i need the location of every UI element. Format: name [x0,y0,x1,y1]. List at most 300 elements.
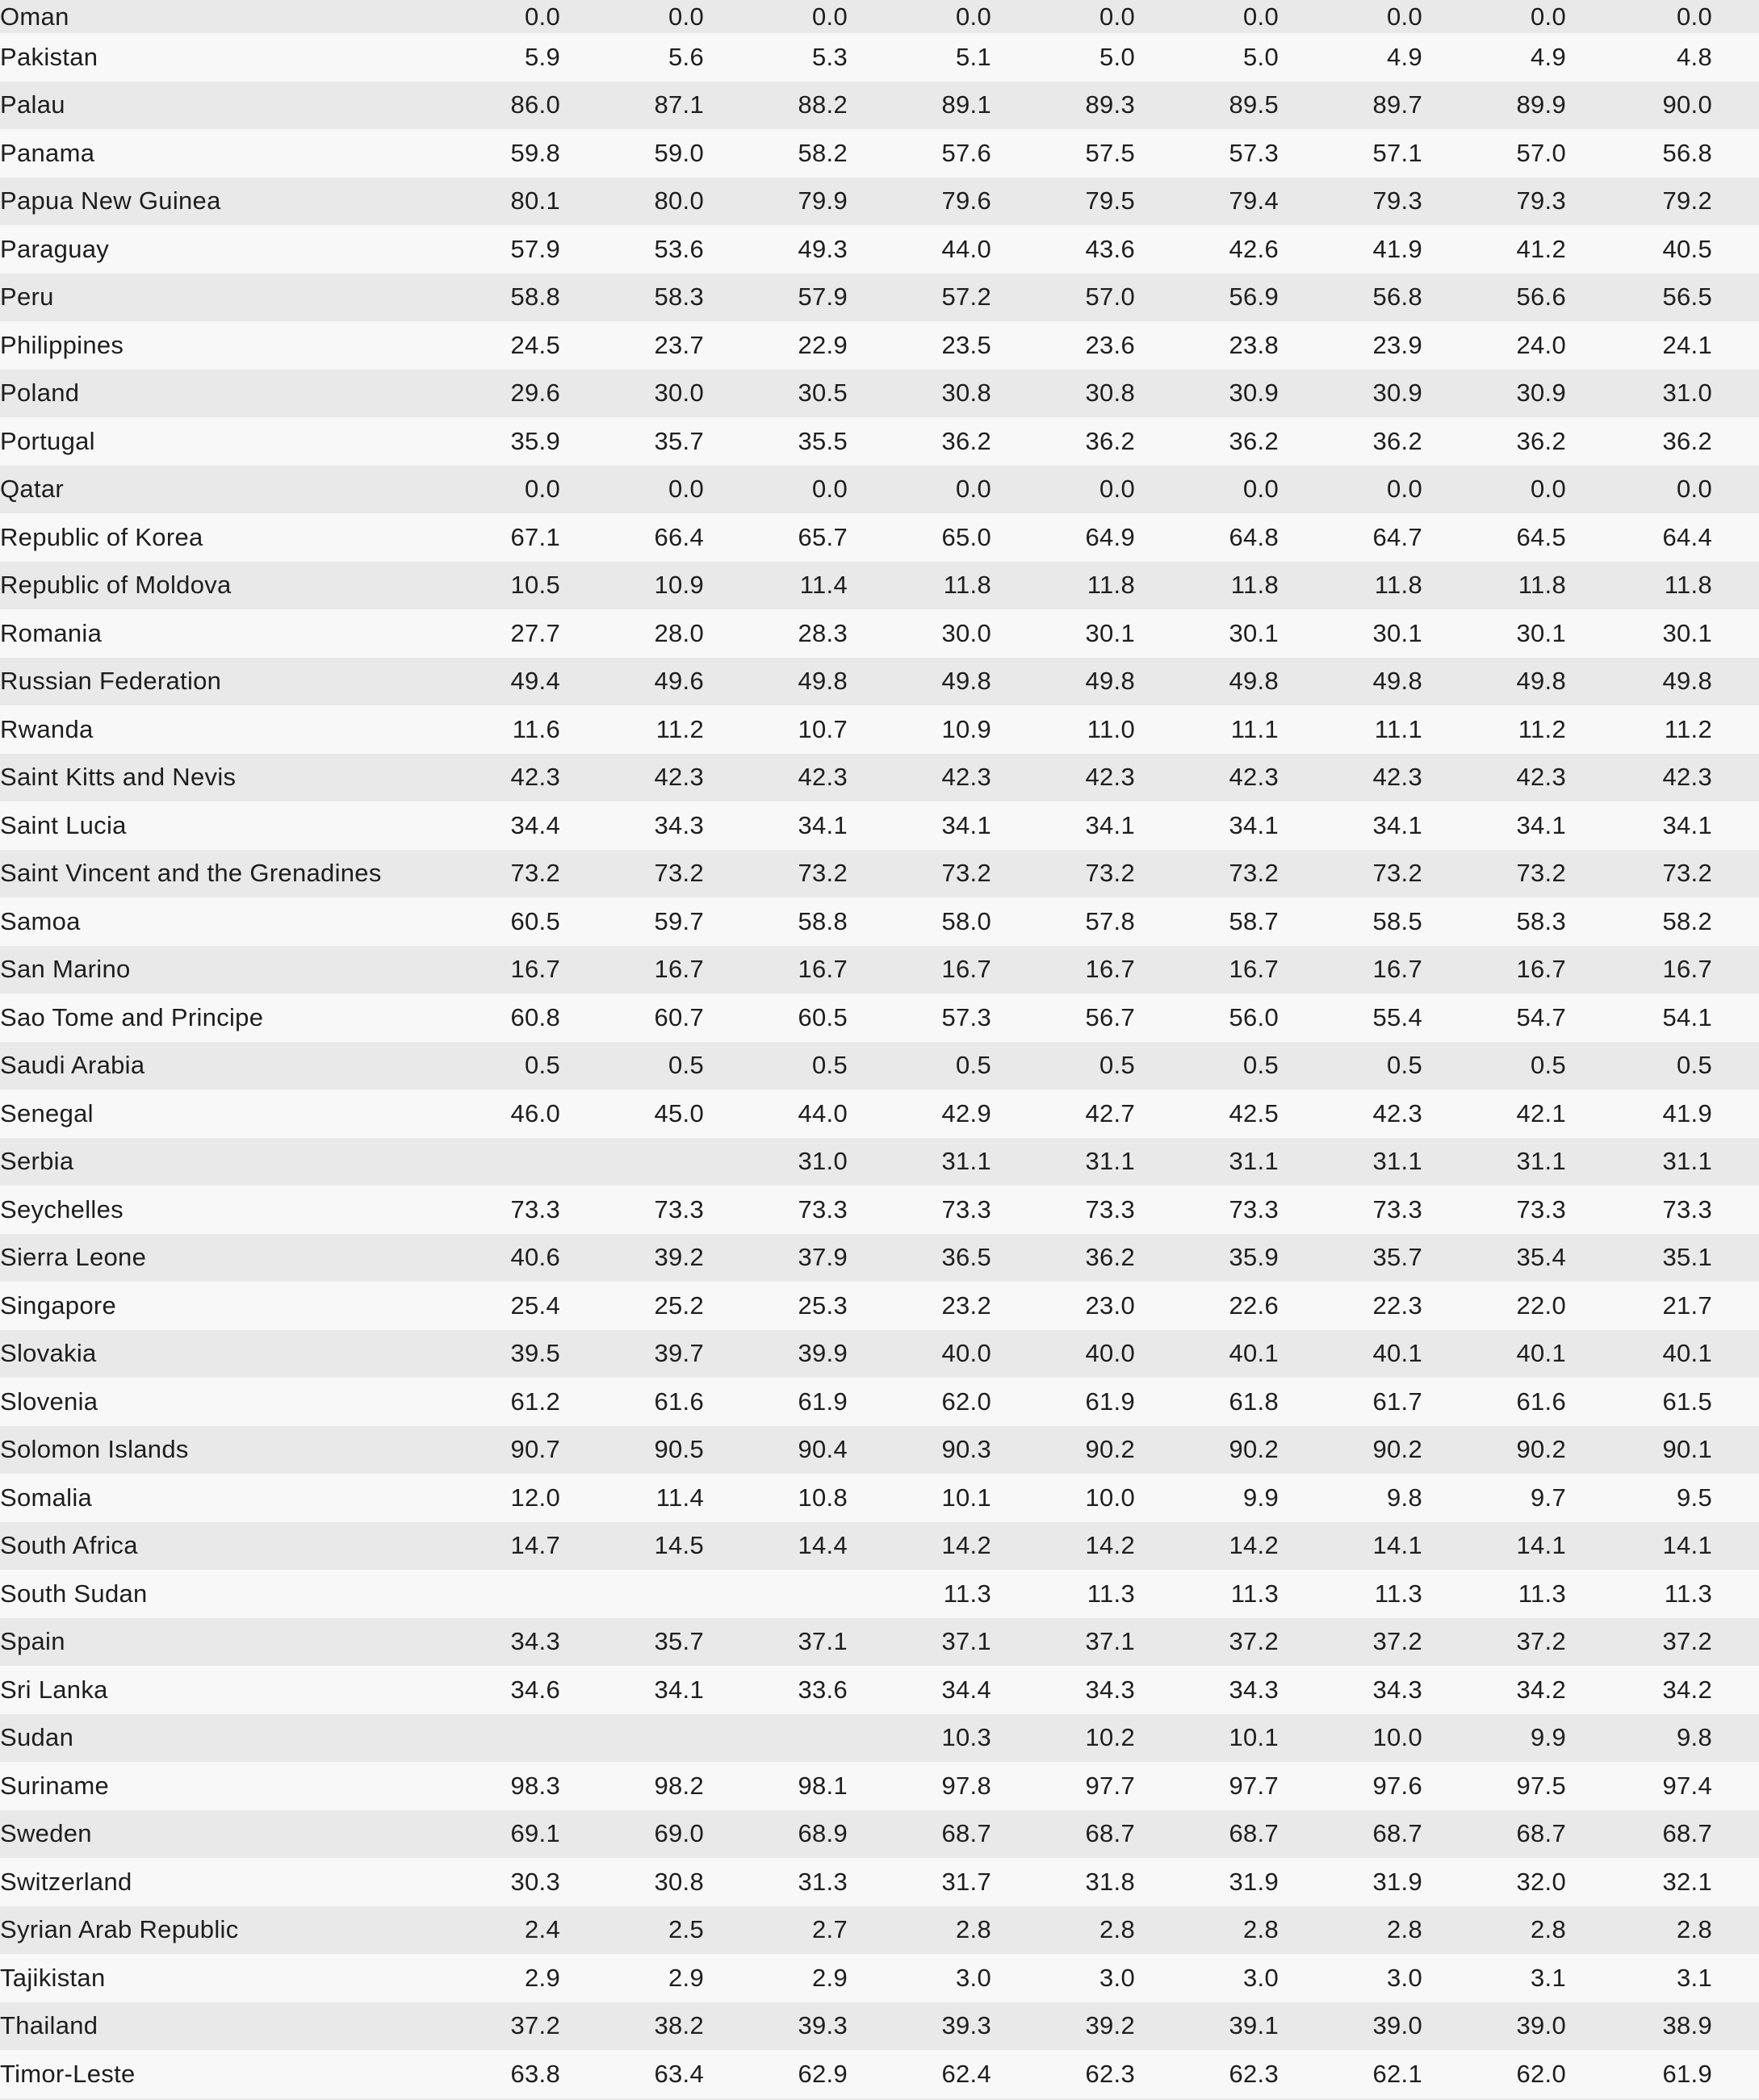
value-cell: 62.0 [941,1387,991,1416]
value-cell: 73.3 [941,1194,991,1224]
value-cell: 0.0 [1099,475,1135,504]
table-row [0,609,1759,658]
value-cell: 56.6 [1516,282,1566,312]
value-cell: 67.1 [510,522,560,551]
value-cell: 11.6 [512,714,560,743]
value-cell: 31.0 [798,1147,848,1176]
value-cell: 39.2 [1085,2011,1135,2040]
country-cell: Portugal [0,426,95,455]
value-cell: 97.7 [1085,1771,1135,1800]
value-cell: 73.2 [1372,859,1422,888]
value-cell: 58.8 [798,906,848,935]
country-cell: Tajikistan [0,1963,106,1992]
value-cell: 49.8 [1085,667,1135,696]
value-cell: 0.5 [525,1051,560,1080]
value-cell: 0.0 [812,475,848,504]
value-cell: 57.0 [1516,138,1566,167]
country-cell: Saint Kitts and Nevis [0,763,237,792]
value-cell: 14.5 [654,1531,704,1560]
value-cell: 25.2 [654,1291,704,1320]
value-cell: 30.1 [1516,618,1566,647]
value-cell: 90.5 [654,1435,704,1464]
value-cell: 34.3 [1085,1675,1135,1704]
value-cell: 59.8 [510,138,560,167]
value-cell: 41.2 [1516,234,1566,263]
value-cell: 16.7 [1229,955,1279,984]
value-cell: 49.8 [941,667,991,696]
value-cell: 23.6 [1085,330,1135,359]
value-cell: 89.7 [1372,90,1422,119]
value-cell [417,1714,560,1763]
value-cell: 36.2 [1085,1243,1135,1272]
value-cell: 36.2 [1229,426,1279,455]
value-cell: 64.8 [1229,522,1279,551]
value-cell: 2.9 [525,1963,560,1992]
value-cell: 49.4 [510,667,560,696]
value-cell: 49.3 [798,234,848,263]
value-cell: 61.6 [1516,1387,1566,1416]
value-cell: 31.3 [798,1867,848,1896]
table-row [0,801,1759,850]
country-cell: Somalia [0,1483,93,1512]
value-cell: 40.1 [1516,1339,1566,1368]
country-cell: Seychelles [0,1194,124,1224]
value-cell: 60.5 [510,906,560,935]
value-cell: 90.2 [1516,1435,1566,1464]
table-row [0,466,1759,514]
value-cell: 42.3 [1229,763,1279,792]
value-cell: 14.4 [798,1531,848,1560]
value-cell: 98.3 [510,1771,560,1800]
value-cell: 37.1 [798,1627,848,1656]
value-cell: 2.8 [1387,1915,1422,1944]
value-cell [704,1570,848,1618]
value-cell: 64.5 [1516,522,1566,551]
table-row [0,1234,1759,1282]
value-cell: 31.9 [1229,1867,1279,1896]
value-cell: 24.5 [510,330,560,359]
value-cell: 44.0 [798,1098,848,1127]
value-cell: 30.8 [654,1867,704,1896]
value-cell: 10.0 [1085,1483,1135,1512]
value-cell: 9.9 [1531,1723,1566,1752]
value-cell: 5.0 [1243,42,1279,71]
value-cell: 2.8 [1243,1915,1279,1944]
country-cell: Rwanda [0,714,94,743]
value-cell: 34.6 [510,1675,560,1704]
value-cell: 5.0 [1099,42,1135,71]
value-cell: 5.3 [812,42,848,71]
value-cell: 0.0 [1677,2,1712,31]
table-row [0,658,1759,706]
value-cell: 68.9 [798,1819,848,1848]
value-cell: 79.2 [1662,186,1712,215]
value-cell: 22.6 [1229,1291,1279,1320]
value-cell: 34.1 [654,1675,704,1704]
value-cell: 56.7 [1085,1002,1135,1031]
value-cell: 22.0 [1516,1291,1566,1320]
value-cell: 61.9 [798,1387,848,1416]
value-cell: 11.8 [1518,571,1566,600]
value-cell: 30.5 [798,379,848,408]
value-cell: 2.8 [1099,1915,1135,1944]
value-cell: 37.2 [1229,1627,1279,1656]
table-row [0,33,1759,82]
value-cell: 58.5 [1372,906,1422,935]
table-row [0,1426,1759,1475]
value-cell: 61.7 [1372,1387,1422,1416]
value-cell: 11.3 [1518,1579,1566,1608]
value-cell: 58.8 [510,282,560,312]
value-cell: 14.1 [1662,1531,1712,1560]
value-cell: 37.2 [1516,1627,1566,1656]
value-cell: 34.2 [1662,1675,1712,1704]
value-cell: 56.8 [1662,138,1712,167]
value-cell: 36.2 [1085,426,1135,455]
value-cell: 56.0 [1229,1002,1279,1031]
value-cell: 3.0 [1099,1963,1135,1992]
value-cell: 98.1 [798,1771,848,1800]
country-cell: Solomon Islands [0,1435,189,1464]
value-cell: 30.1 [1085,618,1135,647]
value-cell: 56.9 [1229,282,1279,312]
value-cell: 0.5 [668,1051,704,1080]
value-cell: 39.5 [510,1339,560,1368]
value-cell: 97.8 [941,1771,991,1800]
value-cell [417,1570,560,1618]
table-row [0,2002,1759,2051]
value-cell: 16.7 [654,955,704,984]
value-cell [560,1714,704,1763]
value-cell: 40.5 [1662,234,1712,263]
table-row [0,1474,1759,1522]
value-cell: 11.8 [1087,571,1135,600]
value-cell: 10.1 [941,1483,991,1512]
table-row [0,1282,1759,1330]
value-cell: 57.1 [1372,138,1422,167]
value-cell: 11.4 [799,571,848,600]
value-cell: 57.9 [510,234,560,263]
value-cell: 36.2 [1372,426,1422,455]
value-cell: 16.7 [1662,955,1712,984]
value-cell: 98.2 [654,1771,704,1800]
country-cell: South Africa [0,1531,138,1560]
value-cell: 56.8 [1372,282,1422,312]
country-cell: Russian Federation [0,667,222,696]
value-cell: 16.7 [1372,955,1422,984]
value-cell: 42.3 [1085,763,1135,792]
value-cell: 68.7 [1085,1819,1135,1848]
value-cell: 49.8 [1372,667,1422,696]
value-cell: 24.0 [1516,330,1566,359]
country-cell: Republic of Korea [0,522,203,551]
value-cell: 57.5 [1085,138,1135,167]
value-cell: 35.5 [798,426,848,455]
value-cell: 0.0 [525,475,560,504]
value-cell: 66.4 [654,522,704,551]
value-cell: 21.7 [1662,1291,1712,1320]
value-cell: 34.1 [1085,810,1135,839]
country-cell: Palau [0,90,65,119]
value-cell: 79.5 [1085,186,1135,215]
value-cell: 0.0 [668,475,704,504]
value-cell: 39.0 [1516,2011,1566,2040]
value-cell: 44.0 [941,234,991,263]
value-cell: 39.0 [1372,2011,1422,2040]
value-cell: 3.1 [1531,1963,1566,1992]
table-row [0,1042,1759,1090]
value-cell: 14.2 [1229,1531,1279,1560]
value-cell: 0.5 [1387,1051,1422,1080]
value-cell: 34.4 [941,1675,991,1704]
country-cell: Panama [0,138,95,167]
table-row [0,0,1759,33]
value-cell: 97.4 [1662,1771,1712,1800]
table-row [0,1714,1759,1763]
value-cell: 56.5 [1662,282,1712,312]
value-cell: 27.7 [510,618,560,647]
country-cell: Syrian Arab Republic [0,1915,239,1944]
value-cell: 5.6 [668,42,704,71]
country-cell: Sao Tome and Principe [0,1002,264,1031]
value-cell: 11.3 [1087,1579,1135,1608]
value-cell: 63.8 [510,2059,560,2088]
table-row [0,850,1759,898]
table-row [0,1762,1759,1810]
value-cell: 87.1 [654,90,704,119]
value-cell: 62.9 [798,2059,848,2088]
value-cell: 90.3 [941,1435,991,1464]
value-cell: 10.2 [1085,1723,1135,1752]
value-cell: 49.8 [1516,667,1566,696]
value-cell: 2.9 [668,1963,704,1992]
value-cell: 31.8 [1085,1867,1135,1896]
value-cell: 61.5 [1662,1387,1712,1416]
value-cell: 58.2 [798,138,848,167]
value-cell: 0.5 [1677,1051,1712,1080]
value-cell: 35.7 [1372,1243,1422,1272]
value-cell: 89.9 [1516,90,1566,119]
value-cell: 11.1 [1374,714,1422,743]
value-cell: 37.2 [1372,1627,1422,1656]
value-cell: 34.3 [1229,1675,1279,1704]
value-cell: 33.6 [798,1675,848,1704]
value-cell: 32.1 [1662,1867,1712,1896]
table-row [0,705,1759,754]
value-cell: 64.4 [1662,522,1712,551]
value-cell: 36.2 [1516,426,1566,455]
table-row [0,370,1759,418]
value-cell: 42.3 [1372,763,1422,792]
value-cell: 11.8 [943,571,991,600]
value-cell: 0.5 [956,1051,991,1080]
value-cell: 57.3 [1229,138,1279,167]
value-cell: 22.9 [798,330,848,359]
value-cell: 39.2 [654,1243,704,1272]
value-cell: 37.1 [941,1627,991,1656]
table-row [0,1090,1759,1138]
value-cell: 64.9 [1085,522,1135,551]
value-cell: 11.8 [1664,571,1712,600]
value-cell: 0.0 [956,475,991,504]
table-row [0,897,1759,946]
value-cell: 62.3 [1229,2059,1279,2088]
value-cell: 2.8 [1677,1915,1712,1944]
country-cell: Romania [0,618,103,647]
country-cell: Sweden [0,1819,92,1848]
value-cell: 79.3 [1372,186,1422,215]
value-cell: 58.0 [941,906,991,935]
value-cell: 90.4 [798,1435,848,1464]
value-cell: 57.6 [941,138,991,167]
value-cell: 49.8 [798,667,848,696]
value-cell: 9.7 [1531,1483,1566,1512]
value-cell: 0.0 [1387,2,1422,31]
value-cell: 2.5 [668,1915,704,1944]
value-cell: 73.3 [1662,1194,1712,1224]
value-cell: 10.9 [654,571,704,600]
value-cell: 9.9 [1243,1483,1279,1512]
value-cell: 73.2 [941,859,991,888]
value-cell: 73.3 [1229,1194,1279,1224]
value-cell: 14.2 [1085,1531,1135,1560]
value-cell: 40.0 [1085,1339,1135,1368]
value-cell: 31.1 [1085,1147,1135,1176]
value-cell: 38.9 [1662,2011,1712,2040]
value-cell: 12.0 [510,1483,560,1512]
value-cell: 57.0 [1085,282,1135,312]
value-cell: 90.7 [510,1435,560,1464]
value-cell: 42.3 [1662,763,1712,792]
country-cell: Serbia [0,1147,74,1176]
country-cell: Saint Vincent and the Grenadines [0,859,382,888]
table-row [0,178,1759,226]
value-cell: 34.1 [1662,810,1712,839]
table-row [0,1906,1759,1955]
value-cell: 31.0 [1662,379,1712,408]
value-cell: 73.2 [510,859,560,888]
value-cell: 60.5 [798,1002,848,1031]
value-cell: 34.1 [1229,810,1279,839]
value-cell [417,1138,560,1186]
value-cell: 16.7 [510,955,560,984]
table-row [0,1810,1759,1859]
value-cell: 30.1 [1229,618,1279,647]
value-cell: 57.2 [941,282,991,312]
value-cell: 25.3 [798,1291,848,1320]
value-cell: 29.6 [510,379,560,408]
value-cell: 36.2 [1662,426,1712,455]
value-cell: 14.7 [510,1531,560,1560]
value-cell: 79.3 [1516,186,1566,215]
table-row [0,1666,1759,1714]
value-cell: 68.7 [1516,1819,1566,1848]
country-cell: Thailand [0,2011,98,2040]
value-cell: 34.1 [1516,810,1566,839]
value-cell: 10.0 [1372,1723,1422,1752]
value-cell: 73.3 [1516,1194,1566,1224]
value-cell: 42.1 [1516,1098,1566,1127]
value-cell: 10.9 [941,714,991,743]
table-row [0,1570,1759,1618]
country-cell: Oman [0,2,69,31]
value-cell: 43.6 [1085,234,1135,263]
value-cell: 22.3 [1372,1291,1422,1320]
value-cell: 73.2 [798,859,848,888]
value-cell: 39.3 [941,2011,991,2040]
value-cell: 30.1 [1662,618,1712,647]
value-cell: 57.9 [798,282,848,312]
value-cell: 16.7 [798,955,848,984]
value-cell: 30.9 [1229,379,1279,408]
value-cell: 37.2 [510,2011,560,2040]
value-cell: 42.3 [798,763,848,792]
value-cell: 40.6 [510,1243,560,1272]
value-cell: 24.1 [1662,330,1712,359]
value-cell: 40.1 [1229,1339,1279,1368]
table-row [0,1618,1759,1667]
value-cell: 68.7 [941,1819,991,1848]
value-cell: 30.8 [1085,379,1135,408]
value-cell: 10.7 [798,714,848,743]
value-cell: 0.0 [1099,2,1135,31]
value-cell: 11.4 [655,1483,704,1512]
value-cell: 97.7 [1229,1771,1279,1800]
value-cell: 79.6 [941,186,991,215]
value-cell: 23.2 [941,1291,991,1320]
value-cell: 16.7 [941,955,991,984]
value-cell: 0.5 [1099,1051,1135,1080]
value-cell: 5.9 [525,42,560,71]
value-cell: 89.5 [1229,90,1279,119]
table-row [0,1858,1759,1906]
value-cell: 3.0 [956,1963,991,1992]
value-cell: 68.7 [1229,1819,1279,1848]
value-cell [704,1714,848,1763]
value-cell: 34.3 [1372,1675,1422,1704]
value-cell: 90.0 [1662,90,1712,119]
value-cell: 37.1 [1085,1627,1135,1656]
value-cell: 49.6 [654,667,704,696]
value-cell: 34.1 [798,810,848,839]
value-cell: 40.1 [1662,1339,1712,1368]
value-cell: 89.3 [1085,90,1135,119]
value-cell: 42.7 [1085,1098,1135,1127]
value-cell: 4.9 [1387,42,1422,71]
value-cell: 39.1 [1229,2011,1279,2040]
country-cell: Sudan [0,1723,74,1752]
value-cell: 61.6 [654,1387,704,1416]
value-cell: 34.2 [1516,1675,1566,1704]
table-row [0,994,1759,1042]
value-cell: 49.8 [1662,667,1712,696]
value-cell: 32.0 [1516,1867,1566,1896]
value-cell: 28.3 [798,618,848,647]
value-cell: 38.2 [654,2011,704,2040]
value-cell: 39.3 [798,2011,848,2040]
value-cell: 0.0 [812,2,848,31]
value-cell: 10.3 [941,1723,991,1752]
value-cell: 97.5 [1516,1771,1566,1800]
value-cell: 62.4 [941,2059,991,2088]
table-row [0,417,1759,466]
value-cell: 10.5 [510,571,560,600]
value-cell: 61.8 [1229,1387,1279,1416]
value-cell: 35.4 [1516,1243,1566,1272]
value-cell: 16.7 [1085,955,1135,984]
value-cell: 0.5 [1531,1051,1566,1080]
value-cell: 30.3 [510,1867,560,1896]
